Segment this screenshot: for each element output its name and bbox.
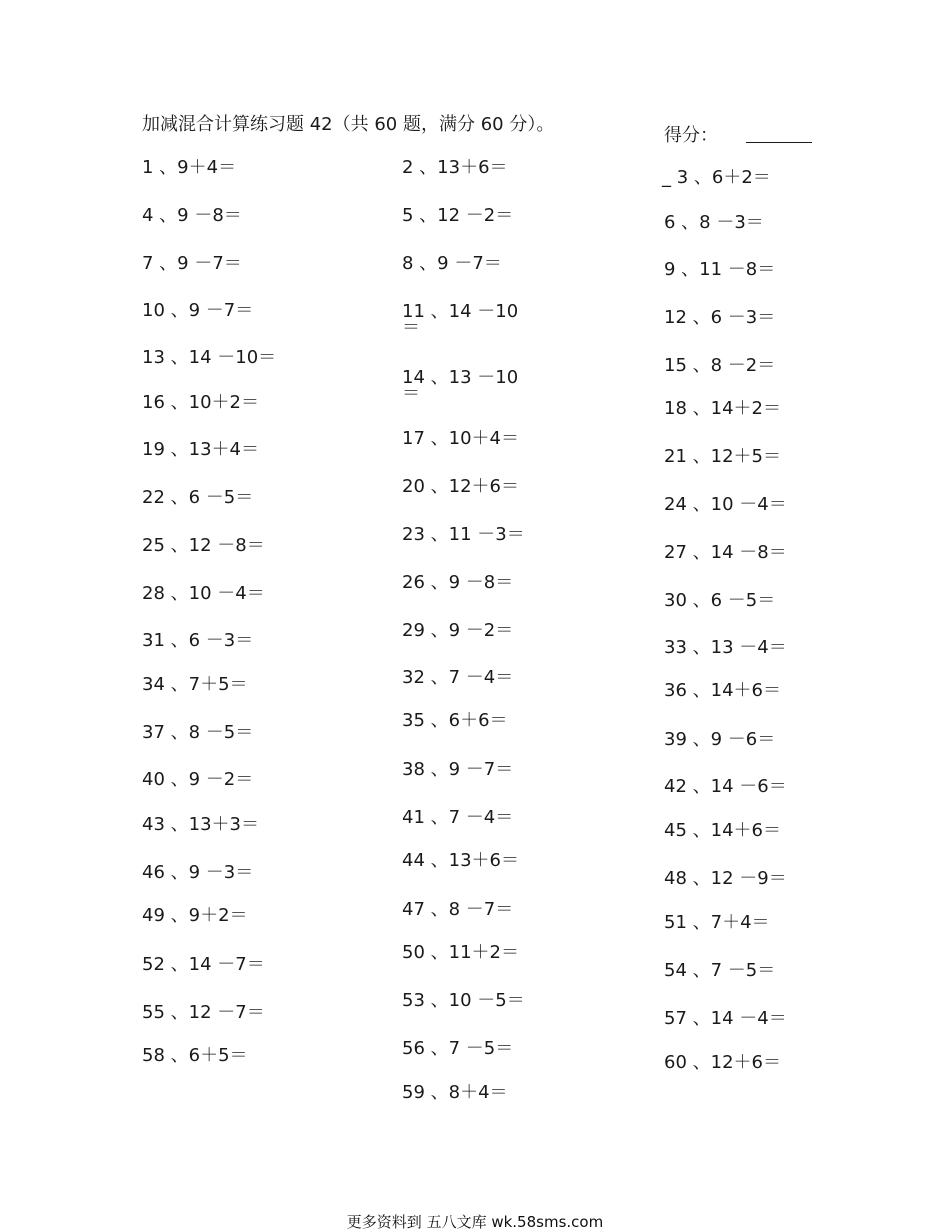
- problem-34: 34 、7＋5＝: [142, 674, 248, 695]
- problem-5: 5 、12 －2＝: [402, 205, 514, 226]
- problem-26: 26 、9 －8＝: [402, 572, 514, 593]
- problem-12: 12 、6 －3＝: [664, 307, 776, 328]
- problem-48: 48 、12 －9＝: [664, 868, 787, 889]
- problem-44: 44 、13＋6＝: [402, 850, 519, 871]
- problem-17: 17 、10＋4＝: [402, 428, 519, 449]
- problem-11-line2: ＝: [402, 317, 420, 338]
- problem-38: 38 、9 －7＝: [402, 759, 514, 780]
- problem-16: 16 、10＋2＝: [142, 392, 259, 413]
- problem-8: 8 、9 －7＝: [402, 253, 502, 274]
- problem-3: _ 3 、6＋2＝: [662, 167, 771, 188]
- footer-watermark[interactable]: 更多资料到 五八文库 wk.58sms.com: [346, 1213, 604, 1231]
- problem-54: 54 、7 －5＝: [664, 960, 776, 981]
- problem-10: 10 、9 －7＝: [142, 300, 254, 321]
- problem-52: 52 、14 －7＝: [142, 954, 265, 975]
- problem-21: 21 、12＋5＝: [664, 446, 781, 467]
- problem-22: 22 、6 －5＝: [142, 487, 254, 508]
- problem-58: 58 、6＋5＝: [142, 1045, 248, 1066]
- problem-31: 31 、6 －3＝: [142, 630, 254, 651]
- problem-53: 53 、10 －5＝: [402, 990, 525, 1011]
- problem-15: 15 、8 －2＝: [664, 355, 776, 376]
- problem-1: 1 、9＋4＝: [142, 157, 237, 178]
- problem-46: 46 、9 －3＝: [142, 862, 254, 883]
- problem-14: [402, 368, 518, 404]
- problem-42: 42 、14 －6＝: [664, 776, 787, 797]
- score-blank[interactable]: [746, 124, 812, 143]
- problem-39: 39 、9 －6＝: [664, 729, 776, 750]
- problem-2: 2 、13＋6＝: [402, 157, 508, 178]
- problem-11-line1: 11 、14 －10: [402, 301, 519, 322]
- problem-29: 29 、9 －2＝: [402, 620, 514, 641]
- problem-25: 25 、12 －8＝: [142, 535, 265, 556]
- problem-51: 51 、7＋4＝: [664, 912, 770, 933]
- problem-33: 33 、13 －4＝: [664, 637, 787, 658]
- problem-56: 56 、7 －5＝: [402, 1038, 514, 1059]
- problem-28: 28 、10 －4＝: [142, 583, 265, 604]
- problem-23: 23 、11 －3＝: [402, 524, 525, 545]
- problem-50: 50 、11＋2＝: [402, 942, 519, 963]
- problem-6: 6 、8 －3＝: [664, 212, 764, 233]
- problem-43: 43 、13＋3＝: [142, 814, 259, 835]
- problem-18: 18 、14＋2＝: [664, 398, 781, 419]
- problem-11: [402, 302, 518, 338]
- problem-35: 35 、6＋6＝: [402, 710, 508, 731]
- problem-9: 9 、11 －8＝: [664, 259, 776, 280]
- problem-13: 13 、14 －10＝: [142, 347, 277, 368]
- problem-20: 20 、12＋6＝: [402, 476, 519, 497]
- worksheet-title: 加减混合计算练习题 42（共 60 题，满分 60 分）。: [142, 114, 555, 135]
- problem-14-line1: 14 、13 －10: [402, 367, 519, 388]
- score-field: [664, 121, 812, 147]
- problem-49: 49 、9＋2＝: [142, 905, 248, 926]
- score-label: 得分：: [664, 125, 718, 146]
- problem-41: 41 、7 －4＝: [402, 807, 514, 828]
- problem-47: 47 、8 －7＝: [402, 899, 514, 920]
- problem-40: 40 、9 －2＝: [142, 769, 254, 790]
- problem-24: 24 、10 －4＝: [664, 494, 787, 515]
- problem-30: 30 、6 －5＝: [664, 590, 776, 611]
- problem-36: 36 、14＋6＝: [664, 680, 781, 701]
- problem-55: 55 、12 －7＝: [142, 1002, 265, 1023]
- problem-32: 32 、7 －4＝: [402, 667, 514, 688]
- problem-19: 19 、13＋4＝: [142, 439, 259, 460]
- problem-14-line2: ＝: [402, 383, 420, 404]
- problem-4: 4 、9 －8＝: [142, 205, 242, 226]
- problem-59: 59 、8＋4＝: [402, 1082, 508, 1103]
- problem-7: 7 、9 －7＝: [142, 253, 242, 274]
- problem-60: 60 、12＋6＝: [664, 1052, 781, 1073]
- problem-37: 37 、8 －5＝: [142, 722, 254, 743]
- problem-27: 27 、14 －8＝: [664, 542, 787, 563]
- problem-57: 57 、14 －4＝: [664, 1008, 787, 1029]
- problem-45: 45 、14＋6＝: [664, 820, 781, 841]
